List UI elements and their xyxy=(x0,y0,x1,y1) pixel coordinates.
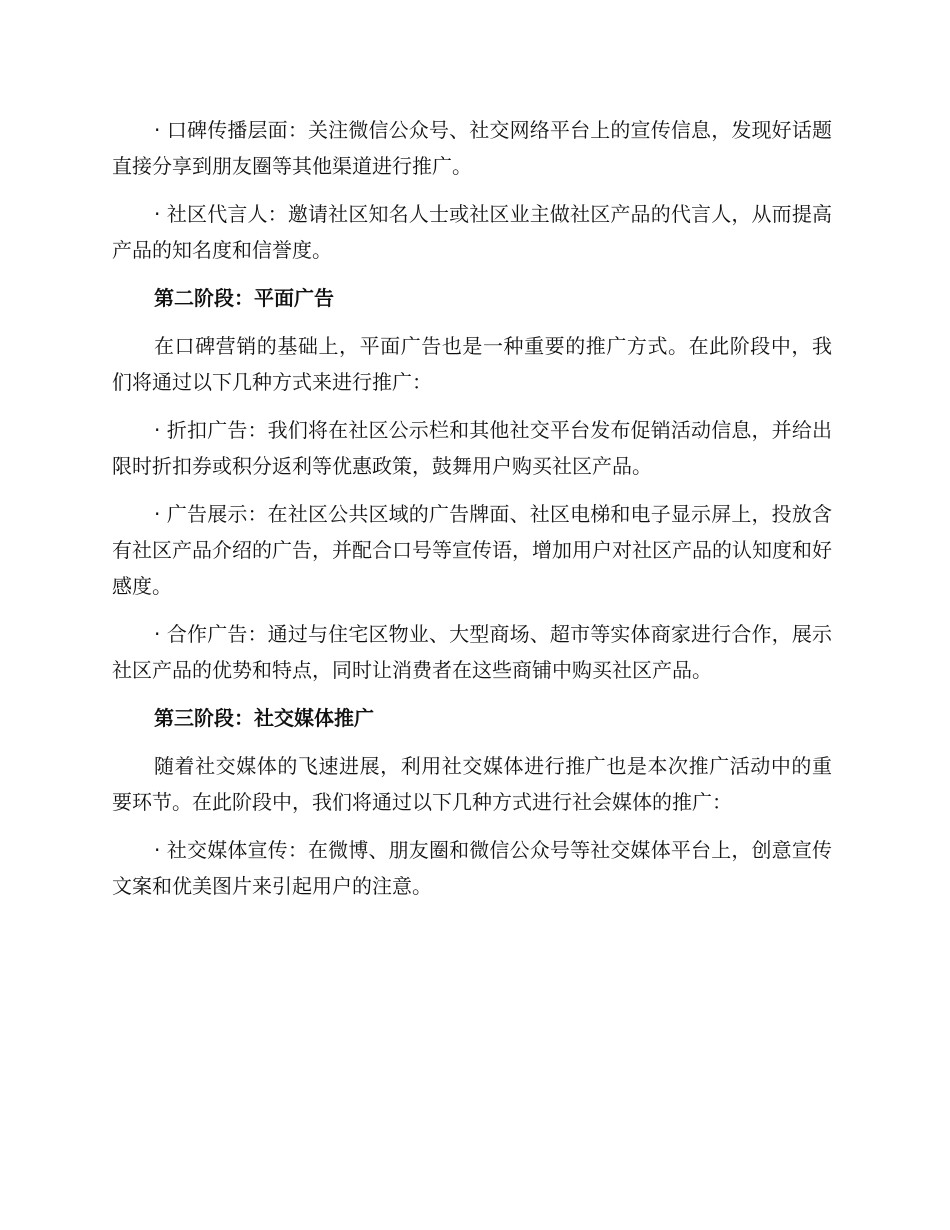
heading-stage-three: 第三阶段：社交媒体推广 xyxy=(154,706,374,730)
bullet-community-spokesperson: · 社区代言人：邀请社区知名人士或社区业主做社区产品的代言人，从而提高产品的知名度和信誉度。 xyxy=(112,202,832,262)
heading-stage-two: 第二阶段：平面广告 xyxy=(154,286,334,310)
document-page xyxy=(112,112,832,916)
bullet-ad-display: · 广告展示：在社区公共区域的广告牌面、社区电梯和电子显示屏上，投放含有社区产品介绍的广告，并配合口号等宣传语，增加用户对社区产品的认知度和好感度。 xyxy=(112,502,832,598)
paragraph-stage-three-intro: 随着社交媒体的飞速进展，利用社交媒体进行推广也是本次推广活动中的重要环节。在此阶段中，我们将通过以下几种方式进行社会媒体的推广： xyxy=(112,754,832,814)
bullet-word-of-mouth: · 口碑传播层面：关注微信公众号、社交网络平台上的宣传信息，发现好话题直接分享到朋友圈等其他渠道进行推广。 xyxy=(112,118,832,178)
paragraph-stage-two-intro: 在口碑营销的基础上，平面广告也是一种重要的推广方式。在此阶段中，我们将通过以下几种方式来进行推广： xyxy=(112,334,832,394)
bullet-discount-ads: · 折扣广告：我们将在社区公示栏和其他社交平台发布促销活动信息，并给出限时折扣券或积分返利等优惠政策，鼓舞用户购买社区产品。 xyxy=(112,418,832,478)
bullet-social-media-promo: · 社交媒体宣传：在微博、朋友圈和微信公众号等社交媒体平台上，创意宣传文案和优美图片来引起用户的注意。 xyxy=(112,838,832,898)
bullet-cooperative-ads: · 合作广告：通过与住宅区物业、大型商场、超市等实体商家进行合作，展示社区产品的优势和特点，同时让消费者在这些商铺中购买社区产品。 xyxy=(112,622,832,682)
